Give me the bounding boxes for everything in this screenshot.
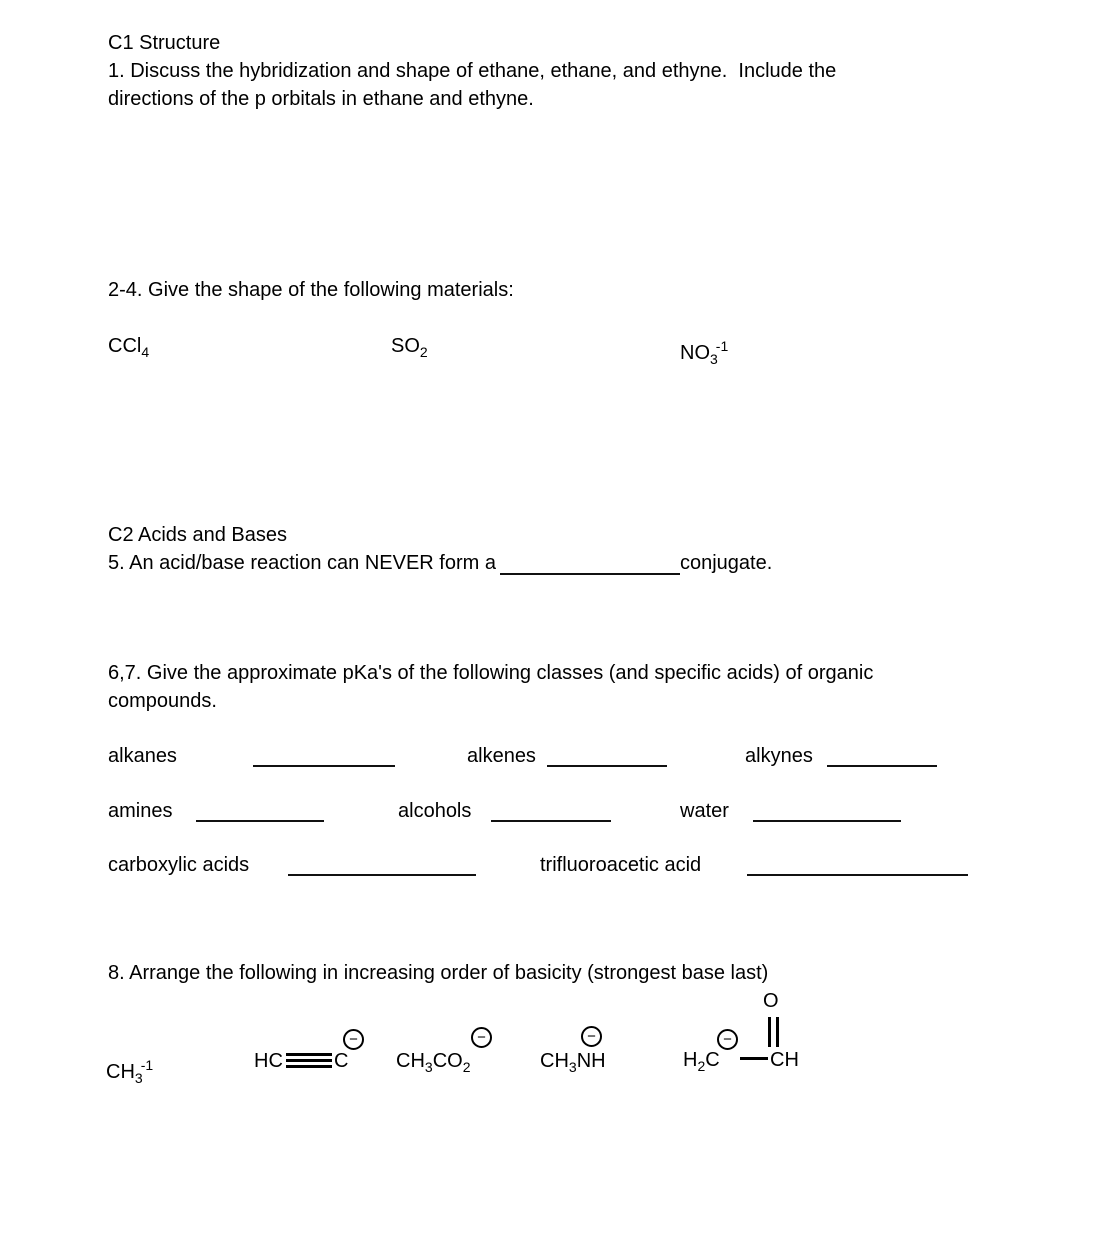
pka-label-amines: amines [108,800,173,822]
single-bond [740,1057,768,1060]
answer-blank [196,820,324,822]
answer-blank [827,765,937,767]
question-5 [108,551,772,575]
species-methyl-anion [106,1053,153,1090]
negative-charge-icon: − [717,1029,738,1050]
answer-blank [253,765,395,767]
answer-blank [747,874,968,876]
species-acetaldehyde-enolate [680,985,820,1080]
formula-text [540,1049,606,1079]
question-1-line1: 1. Discuss the hybridization and shape of ethane, ethane, and ethyne. Include the [108,60,837,82]
section-c1-heading: C1 Structure [108,32,221,54]
formula-superscript: -1 [715,338,729,354]
pka-label-alcohols: alcohols [398,800,472,822]
answer-blank [500,553,680,575]
pka-label-carboxylic-acids: carboxylic acids [108,854,250,876]
answer-blank [753,820,901,822]
pka-label-alkenes: alkenes [467,745,536,767]
formula-base: H [683,1049,698,1071]
formula-base: SO [391,335,420,357]
question-5-text-after: conjugate. [679,552,773,574]
formula-text [683,1048,720,1078]
answer-blank [288,874,476,876]
formula-superscript: -1 [140,1057,154,1073]
formula-base: HC [254,1050,283,1072]
oxygen-atom: O [763,990,779,1012]
formula-base: CCl [108,335,142,357]
negative-charge-icon: − [471,1027,492,1048]
question-8-prompt: 8. Arrange the following in increasing order of basicity (strongest base last) [108,962,769,984]
formula-base: NO [680,342,710,364]
formula-text [396,1049,470,1079]
species-acetate-anion [396,1028,506,1077]
formula-no3 [680,334,728,371]
answer-blank [547,765,667,767]
formula-base: CH [396,1050,425,1072]
formula-subscript: 3 [134,1070,143,1086]
negative-charge-icon: − [581,1026,602,1047]
formula-base: C [705,1049,720,1071]
species-acetylide-anion [254,1030,370,1075]
formula-base: NH [576,1050,606,1072]
formula-subscript: 2 [419,344,428,360]
pka-label-water: water [680,800,729,822]
formula-subscript: 3 [568,1059,577,1075]
formula-so2 [391,334,428,364]
species-methylamide-anion [540,1027,630,1077]
formula-ccl4 [108,334,149,364]
formula-base: CH [770,1049,799,1071]
formula-base: CH [540,1050,569,1072]
pka-label-trifluoroacetic-acid: trifluoroacetic acid [540,854,702,876]
formula-subscript: 3 [424,1059,433,1075]
formula-subscript: 2 [462,1059,471,1075]
negative-charge-icon: − [343,1029,364,1050]
pka-label-alkynes: alkynes [745,745,813,767]
question-1-line2: directions of the p orbitals in ethane and ethyne. [108,88,534,110]
double-bond [768,1017,771,1047]
formula-base: C [334,1050,349,1072]
triple-bond [286,1053,332,1068]
formula-subscript: 4 [141,344,150,360]
question-6-7-line2: compounds. [108,690,217,712]
formula-subscript: 3 [710,351,718,367]
question-5-text: 5. An acid/base reaction can NEVER form a [108,552,496,574]
answer-blank [491,820,611,822]
formula-base: CO [432,1050,463,1072]
formula-subscript: 2 [697,1058,706,1074]
section-c2-heading: C2 Acids and Bases [108,524,287,546]
formula-base: CH [106,1061,135,1083]
pka-label-alkanes: alkanes [108,745,177,767]
double-bond [776,1017,779,1047]
question-6-7-line1: 6,7. Give the approximate pKa's of the following classes (and specific acids) of organic [108,662,874,684]
question-2-4-prompt: 2-4. Give the shape of the following materials: [108,279,514,301]
